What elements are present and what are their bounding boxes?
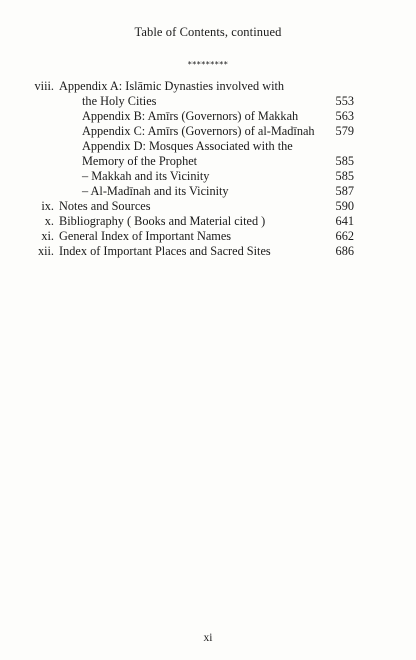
- section-separator: *********: [187, 60, 229, 69]
- entry-number: xi.: [41, 229, 54, 243]
- entry-title: – Makkah and its Vicinity: [82, 169, 210, 183]
- entry-page-number: 585: [335, 169, 354, 183]
- entry-title: Memory of the Prophet: [82, 154, 198, 168]
- toc-entry: [28, 94, 354, 109]
- entry-title: Notes and Sources: [59, 199, 151, 213]
- toc-entry: [28, 229, 354, 244]
- toc-entry: [28, 244, 354, 259]
- entry-title: Appendix C: Amīrs (Governors) of al-Madīnah: [82, 124, 315, 138]
- entry-title: General Index of Important Names: [59, 229, 232, 243]
- toc-entry: [28, 139, 354, 154]
- toc-entry: [28, 184, 354, 199]
- entry-title: Appendix B: Amīrs (Governors) of Makkah: [82, 109, 299, 123]
- toc-entry: [28, 214, 354, 229]
- entry-title: – Al-Madīnah and its Vicinity: [82, 184, 229, 198]
- entry-number: viii.: [34, 79, 54, 93]
- entry-page-number: 585: [335, 154, 354, 168]
- entry-page-number: 662: [335, 229, 354, 243]
- entry-title: Appendix A: Islāmic Dynasties involved with: [59, 79, 285, 93]
- entry-number: x.: [44, 214, 54, 228]
- entry-page-number: 686: [335, 244, 354, 258]
- entry-title: the Holy Cities: [82, 94, 157, 108]
- running-title: Table of Contents, continued: [134, 25, 282, 39]
- toc-entry: [28, 169, 354, 184]
- entry-title: Bibliography ( Books and Material cited ): [59, 214, 266, 228]
- entry-page-number: 587: [335, 184, 354, 198]
- entry-page-number: 553: [335, 94, 354, 108]
- entry-page-number: 563: [335, 109, 354, 123]
- entry-number: ix.: [41, 199, 54, 213]
- entry-title: Appendix D: Mosques Associated with the: [82, 139, 293, 153]
- toc-entry: [28, 79, 354, 94]
- entry-page-number: 590: [335, 199, 354, 213]
- toc-entry: [28, 199, 354, 214]
- toc-entry: [28, 124, 354, 139]
- entry-page-number: 641: [335, 214, 354, 228]
- toc-entry: [28, 154, 354, 169]
- toc-entry: [28, 109, 354, 124]
- page-number: xi: [203, 632, 213, 644]
- entry-number: xii.: [37, 244, 54, 258]
- entry-title: Index of Important Places and Sacred Sites: [59, 244, 271, 258]
- entry-page-number: 579: [335, 124, 354, 138]
- toc-list: [28, 79, 354, 259]
